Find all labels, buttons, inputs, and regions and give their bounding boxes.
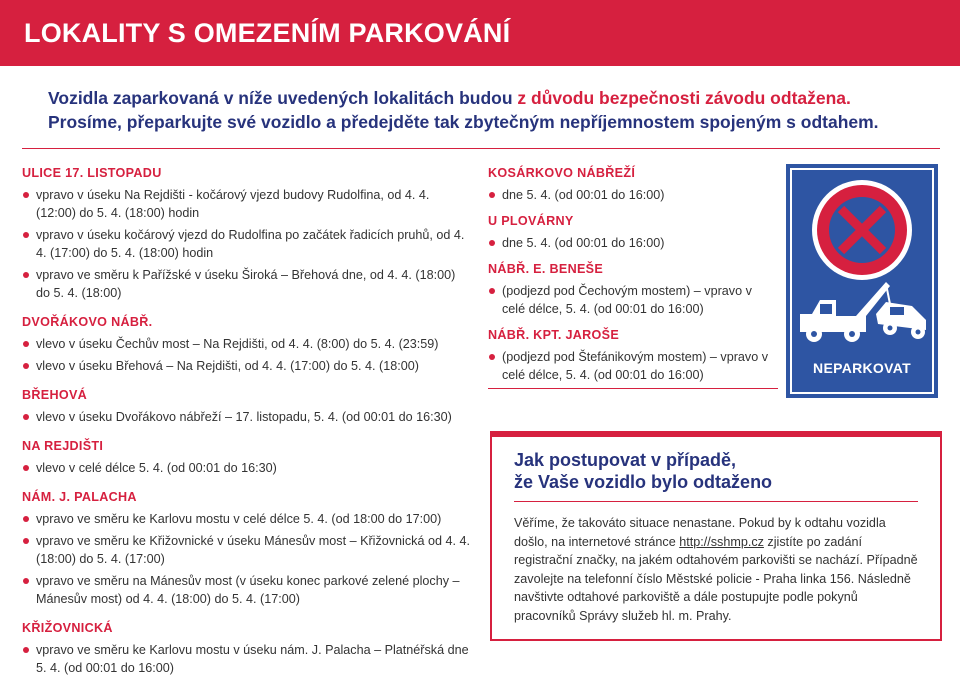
location-list <box>22 335 472 375</box>
list-item: vlevo v úseku Čechův most – Na Rejdišti, od 4. 4. (8:00) do 5. 4. (23:59) <box>22 335 472 353</box>
middle-locations-column <box>488 160 778 389</box>
section-divider <box>488 388 778 389</box>
list-item: dne 5. 4. (od 00:01 do 16:00) <box>488 186 778 204</box>
location-list <box>22 408 472 426</box>
section-heading: KOSÁRKOVO NÁBŘEŽÍ <box>488 166 636 180</box>
help-title: Jak postupovat v případě, že Vaše vozidlo bylo odtaženo <box>514 450 773 492</box>
section-heading: NÁBŘ. E. BENEŠE <box>488 262 604 276</box>
list-item: vpravo ve směru ke Karlovu mostu v celé délce 5. 4. (od 18:00 do 17:00) <box>22 510 472 528</box>
location-list <box>22 641 472 677</box>
tow-truck-icon <box>800 282 926 342</box>
list-item: (podjezd pod Štefánikovým mostem) – vpravo v celé délce, 5. 4. (od 00:01 do 16:00) <box>488 348 778 384</box>
list-item: vlevo v úseku Dvořákovo nábřeží – 17. listopadu, 5. 4. (od 00:01 do 16:30) <box>22 408 472 426</box>
list-item: vlevo v úseku Břehová – Na Rejdišti, od 4. 4. (17:00) do 5. 4. (18:00) <box>22 357 472 375</box>
intro-notice <box>48 86 928 134</box>
location-list <box>488 234 778 252</box>
section-heading: BŘEHOVÁ <box>22 388 88 402</box>
section-heading: U PLOVÁRNY <box>488 214 574 228</box>
sign-label: NEPARKOVAT <box>813 360 911 376</box>
intro-accent: z důvodu bezpečnosti závodu odtažena. <box>517 88 851 108</box>
header-banner <box>0 0 960 66</box>
list-item: vpravo ve směru ke Křižovnické v úseku Mánesův most – Křižovnická od 4. 4. (18:00) do 5. 4. (17:00) <box>22 532 472 568</box>
section-heading: NÁBŘ. KPT. JAROŠE <box>488 328 620 342</box>
section-heading: NÁM. J. PALACHA <box>22 490 137 504</box>
help-divider <box>514 501 918 502</box>
list-item: vlevo v celé délce 5. 4. (od 00:01 do 16:30) <box>22 459 472 477</box>
intro-line-1: Vozidla zaparkovaná v níže uvedených lokalitách budou z důvodu bezpečnosti závodu odtažena. <box>48 88 851 108</box>
list-item: vpravo ve směru k Pařížské v úseku Široká – Břehová dne, od 4. 4. (18:00) do 5. 4. (18:00) <box>22 266 472 302</box>
page-title: LOKALITY S OMEZENÍM PARKOVÁNÍ <box>24 18 511 48</box>
section-heading: DVOŘÁKOVO NÁBŘ. <box>22 315 153 329</box>
location-list <box>488 348 778 384</box>
section-heading: KŘIŽOVNICKÁ <box>22 621 113 635</box>
section-heading: NA REJDIŠTI <box>22 439 104 453</box>
list-item: dne 5. 4. (od 00:01 do 16:00) <box>488 234 778 252</box>
no-stopping-icon <box>812 180 912 280</box>
location-list <box>22 186 472 302</box>
list-item: vpravo v úseku Na Rejdišti - kočárový vjezd budovy Rudolfina, od 4. 4. (12:00) do 5. 4. (18:00) hodin <box>22 186 472 222</box>
location-list <box>22 459 472 477</box>
towing-help-box <box>490 431 942 641</box>
intro-line-2: Prosíme, přeparkujte své vozidlo a předejděte tak zbytečným nepříjemnostem spojeným s odtahem. <box>48 112 879 132</box>
list-item: (podjezd pod Čechovým mostem) – vpravo v celé délce, 5. 4. (od 00:01 do 16:00) <box>488 282 778 318</box>
location-list <box>488 282 778 318</box>
list-item: vpravo ve směru ke Karlovu mostu v úseku nám. J. Palacha – Platnéřská dne 5. 4. (od 00:01 do 16:00) <box>22 641 472 677</box>
help-text: Věříme, že takováto situace nenastane. Pokud by k odtahu vozidla došlo, na internetové stránce http://sshmp.cz zjistíte po zadání registrační značky, na jakém odtahovém parkovišti se nachází. Případně zavolejte na telefonní číslo Městské policie - Praha linka 156. Následně navštivte odtahové parkoviště a dále postupujte podle pokynů pracovníků Správy služeb hl. m. Prahy. <box>514 516 918 623</box>
location-list <box>22 510 472 608</box>
left-locations-column <box>22 160 472 677</box>
no-parking-sign <box>786 164 938 398</box>
location-list <box>488 186 778 204</box>
sshmp-link[interactable]: http://sshmp.cz <box>679 534 764 549</box>
list-item: vpravo ve směru na Mánesův most (v úseku konec parkové zelené plochy – Mánesův most) od 4. 4. (18:00) do 5. 4. (17:00) <box>22 572 472 608</box>
list-item: vpravo v úseku kočárový vjezd do Rudolfina po začátek řadicích pruhů, od 4. 4. (17:00) do 5. 4. (18:00) hodin <box>22 226 472 262</box>
section-heading: ULICE 17. LISTOPADU <box>22 166 162 180</box>
header-divider <box>22 148 940 149</box>
